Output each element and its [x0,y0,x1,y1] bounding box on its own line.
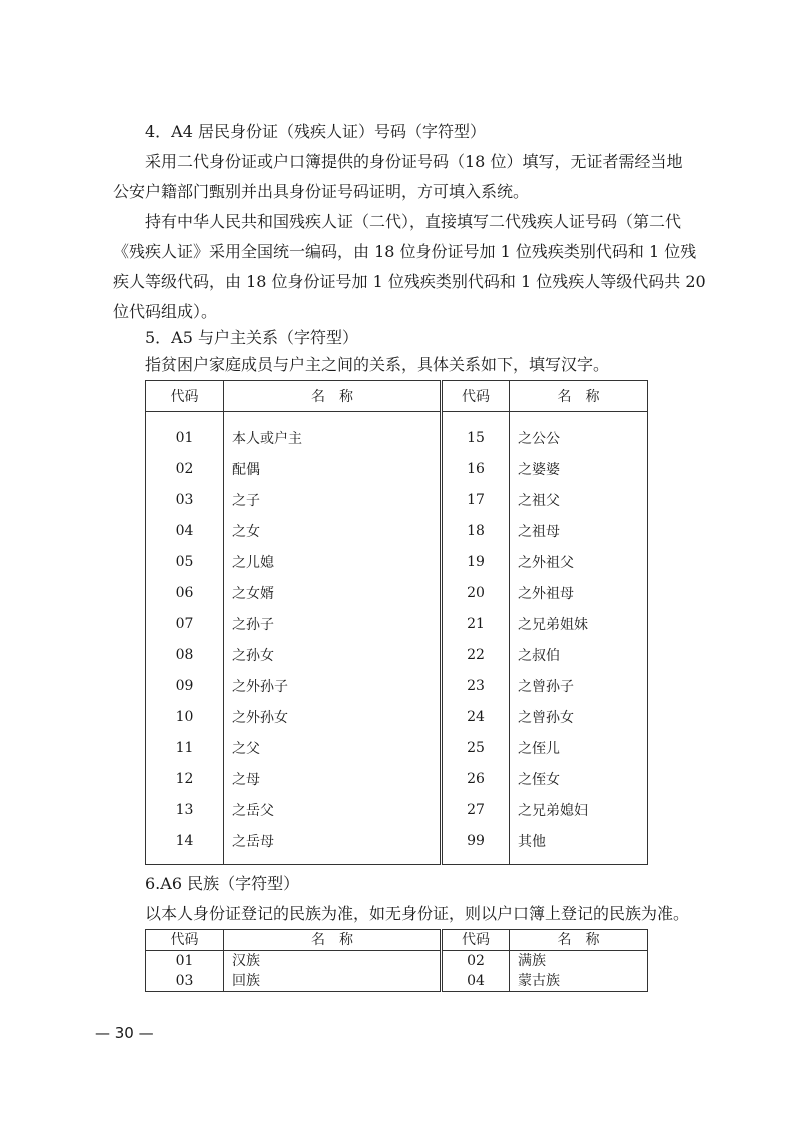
code-cell: 24 [442,701,510,732]
section4-para2-line1: 持有中华人民共和国残疾人证（二代），直接填写二代残疾人证号码（第二代 [145,212,682,231]
name-cell: 本人或户主 [224,412,442,454]
name-cell: 之外祖父 [510,546,648,577]
section5-intro: 指贫困户家庭成员与户主之间的关系，具体关系如下，填写汉字。 [145,355,610,374]
code-cell: 21 [442,608,510,639]
table-row [146,971,648,992]
code-cell: 06 [146,577,224,608]
table-row [146,670,648,701]
name-cell: 蒙古族 [510,971,648,992]
name-cell: 之外祖母 [510,577,648,608]
name-cell: 之孙女 [224,639,442,670]
name-cell: 其他 [510,825,648,865]
code-cell: 08 [146,639,224,670]
code-cell: 22 [442,639,510,670]
table-row [146,732,648,763]
header-name: 名 称 [510,930,648,951]
name-cell: 之子 [224,484,442,515]
table-row [146,763,648,794]
section4-para2-line2: 《残疾人证》采用全国统一编码，由 18 位身份证号加 1 位残疾类别代码和 1 位残 [113,242,697,261]
code-cell: 12 [146,763,224,794]
section5-heading: 5．A5 与户主关系（字符型） [145,328,359,347]
name-cell: 之祖父 [510,484,648,515]
name-cell: 之公公 [510,412,648,454]
header-name: 名 称 [510,381,648,412]
section4-para2-line4: 位代码组成）。 [113,302,218,321]
table-row [146,484,648,515]
table-row [146,701,648,732]
code-cell: 04 [146,515,224,546]
name-cell: 之婆婆 [510,453,648,484]
header-name: 名 称 [224,930,442,951]
name-cell: 之兄弟姐妹 [510,608,648,639]
name-cell: 之侄女 [510,763,648,794]
code-cell: 13 [146,794,224,825]
code-cell: 02 [146,453,224,484]
table-header-row [146,381,648,412]
ethnicity-table [145,929,648,992]
code-cell: 10 [146,701,224,732]
code-cell: 26 [442,763,510,794]
header-code: 代码 [442,381,510,412]
code-cell: 23 [442,670,510,701]
relationship-table [145,380,648,865]
header-name: 名 称 [224,381,442,412]
code-cell: 20 [442,577,510,608]
name-cell: 之父 [224,732,442,763]
code-cell: 01 [146,412,224,454]
code-cell: 25 [442,732,510,763]
ethnicity-table-body [146,951,648,992]
section4-para1-line2: 公安户籍部门甄别并出具身份证号码证明，方可填入系统。 [113,182,530,201]
table-row [146,825,648,865]
code-cell: 02 [442,951,510,972]
name-cell: 满族 [510,951,648,972]
code-cell: 17 [442,484,510,515]
table-row [146,515,648,546]
code-cell: 19 [442,546,510,577]
name-cell: 之曾孙女 [510,701,648,732]
name-cell: 之曾孙子 [510,670,648,701]
section4-para1-line1: 采用二代身份证或户口簿提供的身份证号码（18 位）填写，无证者需经当地 [145,152,683,171]
code-cell: 15 [442,412,510,454]
table-row [146,639,648,670]
name-cell: 汉族 [224,951,442,972]
header-code: 代码 [146,930,224,951]
code-cell: 03 [146,971,224,992]
name-cell: 之兄弟媳妇 [510,794,648,825]
table-row [146,453,648,484]
code-cell: 01 [146,951,224,972]
name-cell: 之女婿 [224,577,442,608]
code-cell: 04 [442,971,510,992]
name-cell: 之儿媳 [224,546,442,577]
table-row [146,951,648,972]
table-row [146,794,648,825]
code-cell: 16 [442,453,510,484]
name-cell: 之祖母 [510,515,648,546]
section6-intro: 以本人身份证登记的民族为准，如无身份证，则以户口簿上登记的民族为准。 [145,904,690,923]
header-code: 代码 [442,930,510,951]
code-cell: 07 [146,608,224,639]
table-row [146,412,648,454]
table-row [146,577,648,608]
page-number: — 30 — [95,1024,154,1042]
relationship-table-body [146,412,648,865]
name-cell: 之母 [224,763,442,794]
table-row [146,608,648,639]
name-cell: 配偶 [224,453,442,484]
code-cell: 11 [146,732,224,763]
name-cell: 之侄儿 [510,732,648,763]
code-cell: 03 [146,484,224,515]
section4-heading: 4．A4 居民身份证（残疾人证）号码（字符型） [145,122,487,141]
table-header-row [146,930,648,951]
section4-para2-line3: 疾人等级代码，由 18 位身份证号加 1 位残疾类别代码和 1 位残疾人等级代码共 20 [113,272,706,291]
name-cell: 之女 [224,515,442,546]
name-cell: 之外孙女 [224,701,442,732]
name-cell: 之叔伯 [510,639,648,670]
name-cell: 之岳母 [224,825,442,865]
table-row [146,546,648,577]
code-cell: 09 [146,670,224,701]
name-cell: 之外孙子 [224,670,442,701]
name-cell: 之孙子 [224,608,442,639]
name-cell: 回族 [224,971,442,992]
code-cell: 99 [442,825,510,865]
code-cell: 27 [442,794,510,825]
name-cell: 之岳父 [224,794,442,825]
header-code: 代码 [146,381,224,412]
code-cell: 14 [146,825,224,865]
section6-heading: 6.A6 民族（字符型） [145,874,300,893]
code-cell: 05 [146,546,224,577]
code-cell: 18 [442,515,510,546]
